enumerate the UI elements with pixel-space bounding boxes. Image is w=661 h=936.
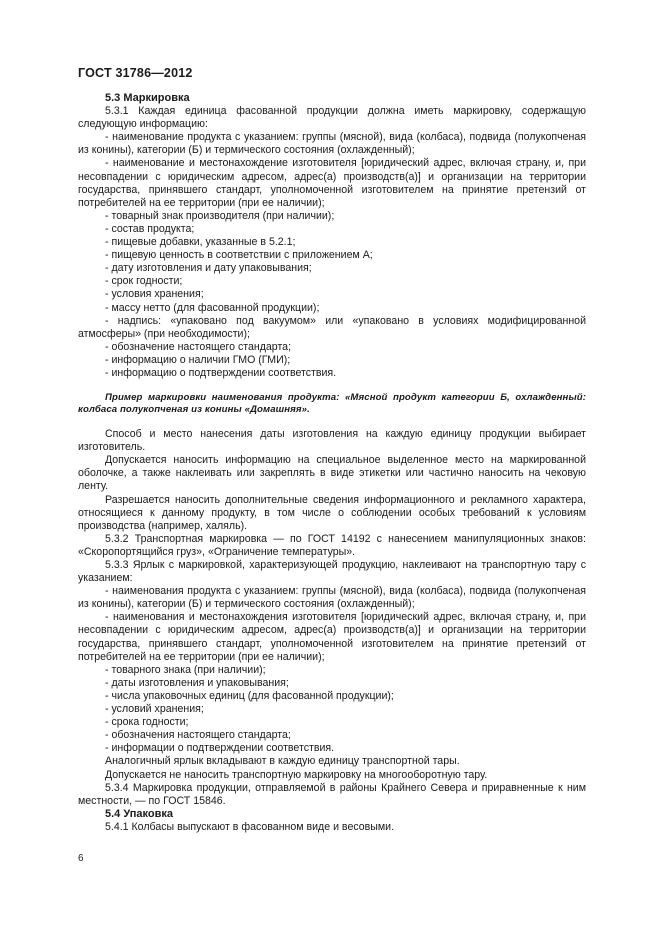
list-item: - срока годности; bbox=[105, 716, 189, 729]
list-item: - наименование и местонахождение изготовителя [юридический адрес, включая страну, и, при несовпадении с юридическим адресом, адрес(а) производств(а)] и организации на территории государства, принявшего стандарт, уполномоченной изготовителем на принятие претензий от потребителей на ее территории (при ее наличии); bbox=[78, 157, 586, 209]
list-item: - срок годности; bbox=[105, 275, 183, 288]
clause-5-3-3: 5.3.3 Ярлык с маркировкой, характеризующей продукцию, наклеивают на транспортную тару с указанием: bbox=[78, 559, 586, 585]
list-item: - пищевые добавки, указанные в 5.2.1; bbox=[105, 236, 296, 249]
list-item: - наименования и местонахождения изготовителя [юридический адрес, включая страну, и, при несовпадении с юридическим адресом, адрес(а) производств(а)] и организации на территории государства, принявшего стандарт, уполномоченной изготовителем на принятие претензий от потребителей на ее территории (при ее наличии); bbox=[78, 611, 586, 663]
list-item: - числа упаковочных единиц (для фасованной продукции); bbox=[105, 689, 394, 702]
list-item: - пищевую ценность в соответствии с приложением А; bbox=[105, 249, 373, 262]
list-item: - наименования продукта с указанием: группы (мясной), вида (колбаса), подвида (полукопченая из конины), категории (Б) и термического состояния (охлажденный); bbox=[78, 585, 586, 611]
paragraph-method: Способ и место нанесения даты изготовления на каждую единицу продукции выбирает изготовитель. bbox=[78, 428, 586, 454]
list-item: - даты изготовления и упаковывания; bbox=[105, 676, 289, 689]
paragraph-permitted: Разрешается наносить дополнительные сведения информационного и рекламного характера, относящиеся к данному продукту, в том числе о соблюдении особых требований к условиям производства (например, халяль). bbox=[78, 493, 586, 532]
example-note: Пример маркировки наименования продукта: «Мясной продукт категории Б, охлажденный: колбаса полукопченая из конины «Домашняя». bbox=[78, 392, 586, 416]
list-item: - товарный знак производителя (при наличии); bbox=[105, 209, 335, 222]
list-item: - обозначения настоящего стандарта; bbox=[105, 729, 291, 742]
list-item: - информацию о подтверждении соответствия. bbox=[105, 366, 337, 379]
list-item: - условий хранения; bbox=[105, 703, 204, 716]
list-item: - надпись: «упаковано под вакуумом» или «упаковано в условиях модифицированной атмосферы» (при необходимости); bbox=[78, 314, 586, 340]
clause-5-3-4: 5.3.4 Маркировка продукции, отправляемой в районы Крайнего Севера и приравненные к ним местности, — по ГОСТ 15846. bbox=[78, 781, 586, 807]
section-heading-5-4: 5.4 Упаковка bbox=[105, 807, 173, 820]
clause-5-4-1: 5.4.1 Колбасы выпускают в фасованном виде и весовыми. bbox=[105, 820, 395, 833]
list-item: - состав продукта; bbox=[105, 222, 195, 235]
paragraph-allowed: Допускается наносить информацию на специальное выделенное место на маркированной оболочке, а также наклеивать или закреплять в виде этикетки или частично наносить на чековую ленту. bbox=[78, 454, 586, 493]
page-number: 6 bbox=[78, 853, 84, 864]
paragraph-similar-label: Аналогичный ярлык вкладывают в каждую единицу транспортной тары. bbox=[105, 755, 460, 768]
paragraph-no-reusable: Допускается не наносить транспортную маркировку на многооборотную тару. bbox=[105, 768, 488, 781]
list-item: - информации о подтверждении соответствия. bbox=[105, 742, 335, 755]
document-header: ГОСТ 31786—2012 bbox=[78, 66, 193, 80]
list-item: - условия хранения; bbox=[105, 288, 204, 301]
list-item: - обозначение настоящего стандарта; bbox=[105, 340, 292, 353]
section-heading-5-3: 5.3 Маркировка bbox=[105, 92, 190, 104]
list-item: - товарного знака (при наличии); bbox=[105, 663, 266, 676]
list-item: - информацию о наличии ГМО (ГМИ); bbox=[105, 353, 291, 366]
list-item: - дату изготовления и дату упаковывания; bbox=[105, 262, 312, 275]
document-body bbox=[78, 92, 586, 834]
list-item: - наименование продукта с указанием: группы (мясной), вида (колбаса), подвида (полукопченая из конины), категории (Б) и термического состояния (охлажденный); bbox=[78, 131, 586, 157]
list-item: - массу нетто (для фасованной продукции); bbox=[105, 301, 320, 314]
clause-5-3-1: 5.3.1 Каждая единица фасованной продукции должна иметь маркировку, содержащую следующую информацию: bbox=[78, 105, 586, 131]
clause-5-3-2: 5.3.2 Транспортная маркировка — по ГОСТ 14192 с нанесением манипуляционных знаков: «Скоропортящийся груз», «Ограничение температуры». bbox=[78, 532, 586, 558]
